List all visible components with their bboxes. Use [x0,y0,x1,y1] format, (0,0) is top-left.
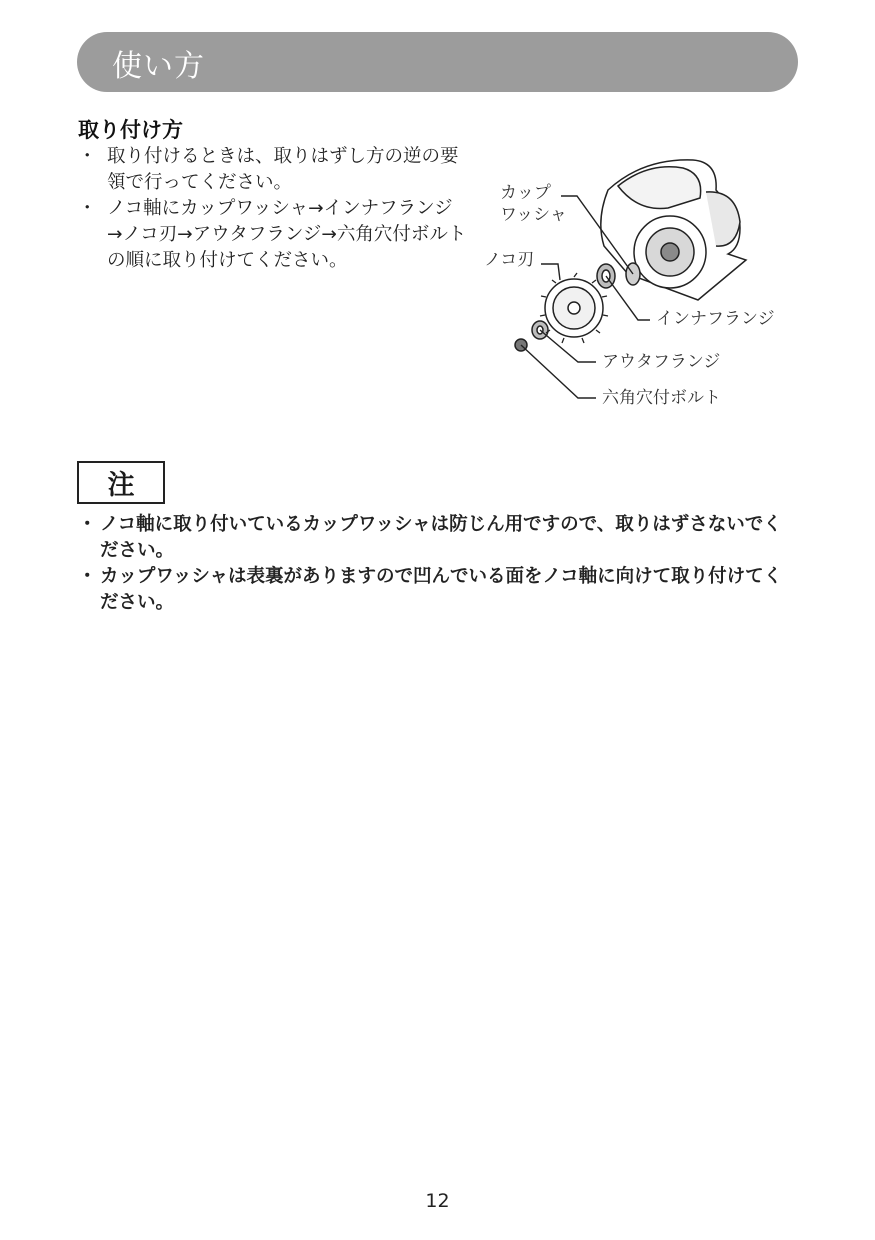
bullet: ・ [78,198,97,219]
header-bar [77,32,798,92]
bullet: ・ [78,514,97,535]
inner-flange-label: インナフランジ [656,309,775,329]
outer-flange-label: アウタフランジ [602,352,721,372]
note-text: ノコ軸に取り付いているカップワッシャは防じん用ですので、取りはずさないでください。 [100,514,782,561]
list-item [78,512,798,564]
bullet: ・ [78,566,97,587]
list-item [78,564,798,616]
hex-bolt-label: 六角穴付ボルト [602,388,721,408]
leader-saw-blade [541,264,560,280]
note-list [78,512,798,616]
arbor [661,243,679,261]
bullet: ・ [78,146,97,167]
list-item [78,144,468,196]
cup-washer-label-line2: ワッシャ [500,205,567,225]
leader-hex-bolt [521,345,596,398]
cup-washer-label-line1: カップ [500,183,551,203]
note-text: カップワッシャは表裏がありますので凹んでいる面をノコ軸に向けて取り付けてください。 [100,566,783,613]
note-label: 注 [77,461,165,504]
page-title: 使い方 [112,49,205,84]
list-item [78,196,468,274]
instruction-list [78,144,468,274]
page-number: 12 [425,1190,450,1212]
instruction-text: ノコ軸にカップワッシャ→インナフランジ→ノコ刃→アウタフランジ→六角穴付ボルトの順に取り付けてください。 [107,198,467,271]
cup-washer-label [500,182,567,226]
instruction-text: 取り付けるときは、取りはずし方の逆の要領で行ってください。 [107,146,459,193]
section-heading: 取り付け方 [78,118,183,142]
saw-blade-label: ノコ刃 [484,250,535,270]
blade-assembly-illustration [478,150,798,420]
